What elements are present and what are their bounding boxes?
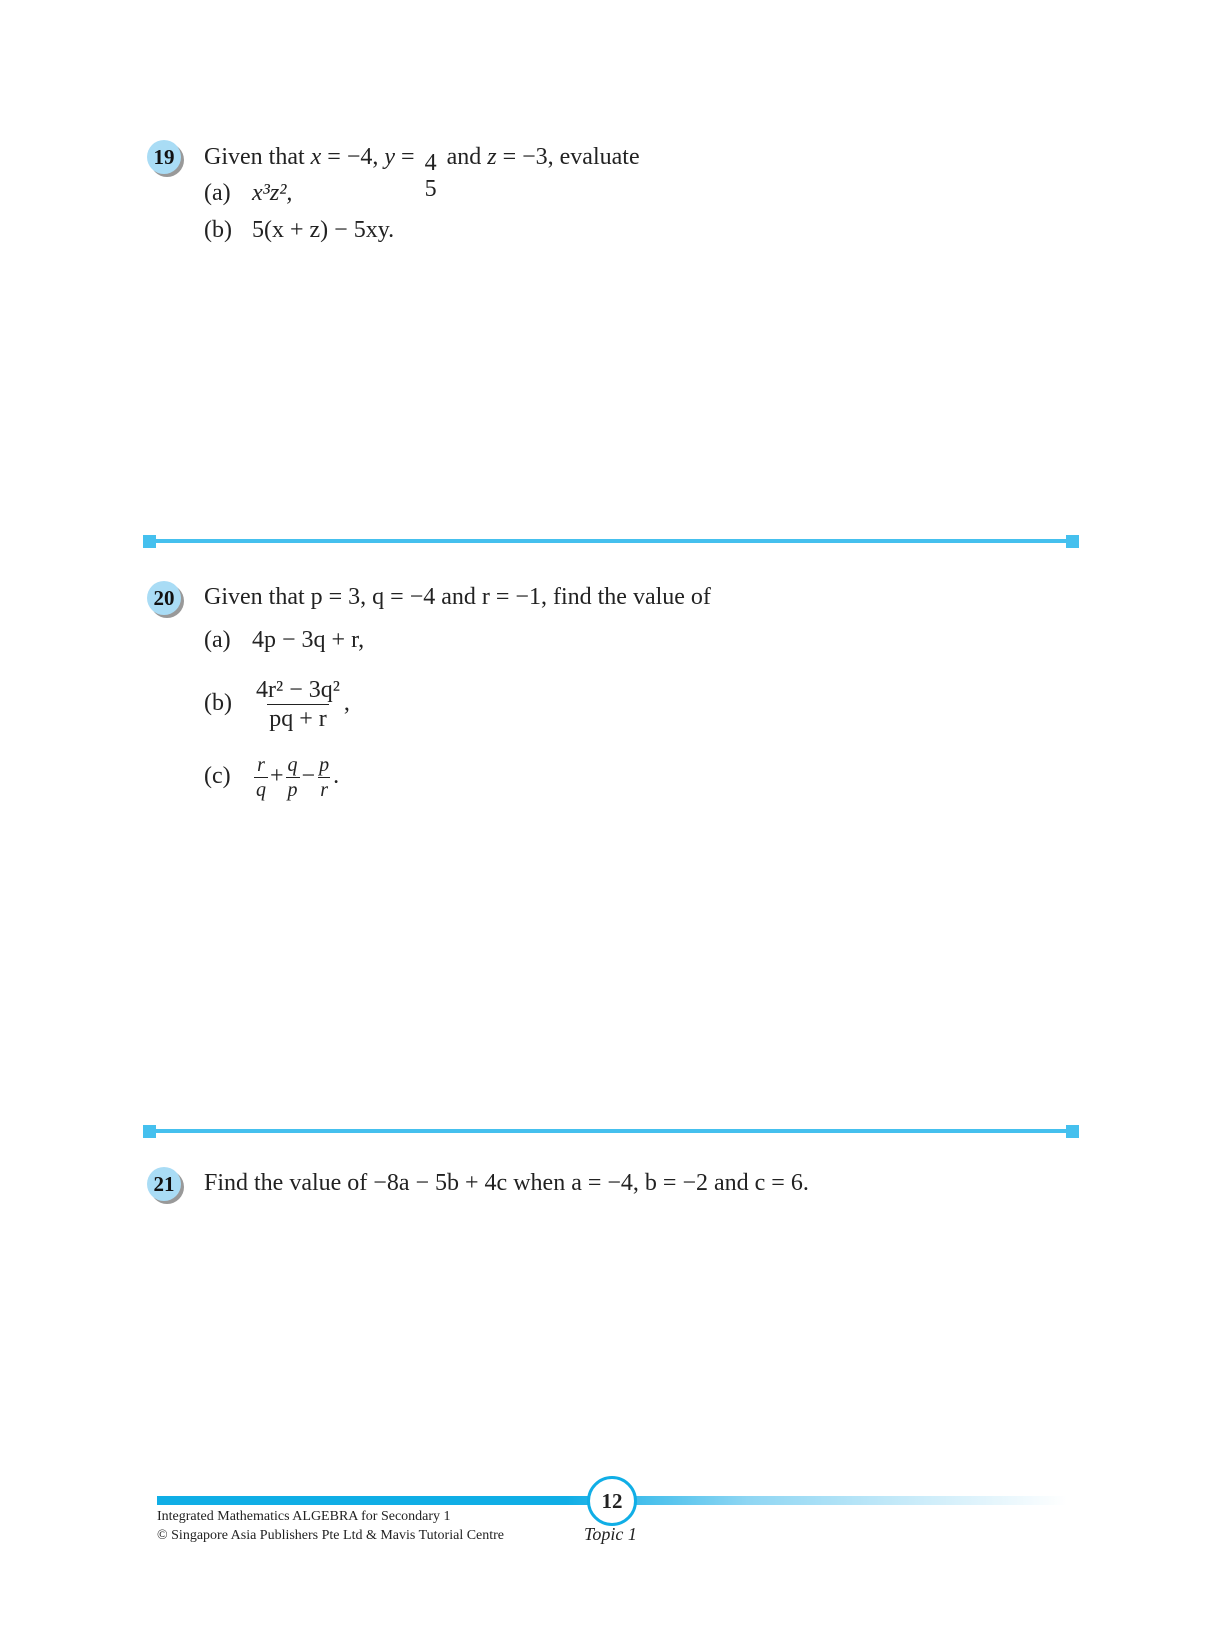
question-19-stem: Given that x = −4, y = 4 5 and z = −3, evaluate <box>204 144 640 202</box>
question-20-stem: Given that p = 3, q = −4 and r = −1, find the value of <box>204 584 711 610</box>
copyright: © Singapore Asia Publishers Pte Ltd & Mavis Tutorial Centre <box>157 1528 505 1543</box>
question-number-badge: 21 <box>147 1167 181 1201</box>
question-20-part-a: (a) 4p − 3q + r, <box>204 627 365 653</box>
section-divider <box>148 1129 1072 1133</box>
book-title: Integrated Mathematics ALGEBRA for Secondary 1 <box>157 1509 451 1524</box>
question-19-part-b: (b) 5(x + z) − 5xy. <box>204 217 395 243</box>
question-19-part-a: (a) x³z², <box>204 180 293 206</box>
section-divider <box>148 539 1072 543</box>
divider-end-marker <box>143 1125 156 1138</box>
question-20-part-c: (c) $\frac{r}{q}$ + $\frac{q}{p}$ − $\frac{p}{r}$ . <box>204 754 340 801</box>
question-number-badge: 20 <box>147 581 181 615</box>
question-21-stem: Find the value of −8a − 5b + 4c when a = −4, b = −2 and c = 6. <box>204 1170 809 1196</box>
topic-label: Topic 1 <box>584 1524 637 1544</box>
divider-end-marker <box>1066 1125 1079 1138</box>
divider-end-marker <box>1066 535 1079 548</box>
divider-end-marker <box>143 535 156 548</box>
page-number: 12 <box>587 1476 637 1526</box>
question-20-part-b: (b) $\frac{\text{4r² − 3q²}}{pq + r}$ , <box>204 677 350 732</box>
question-number-badge: 19 <box>147 140 181 174</box>
